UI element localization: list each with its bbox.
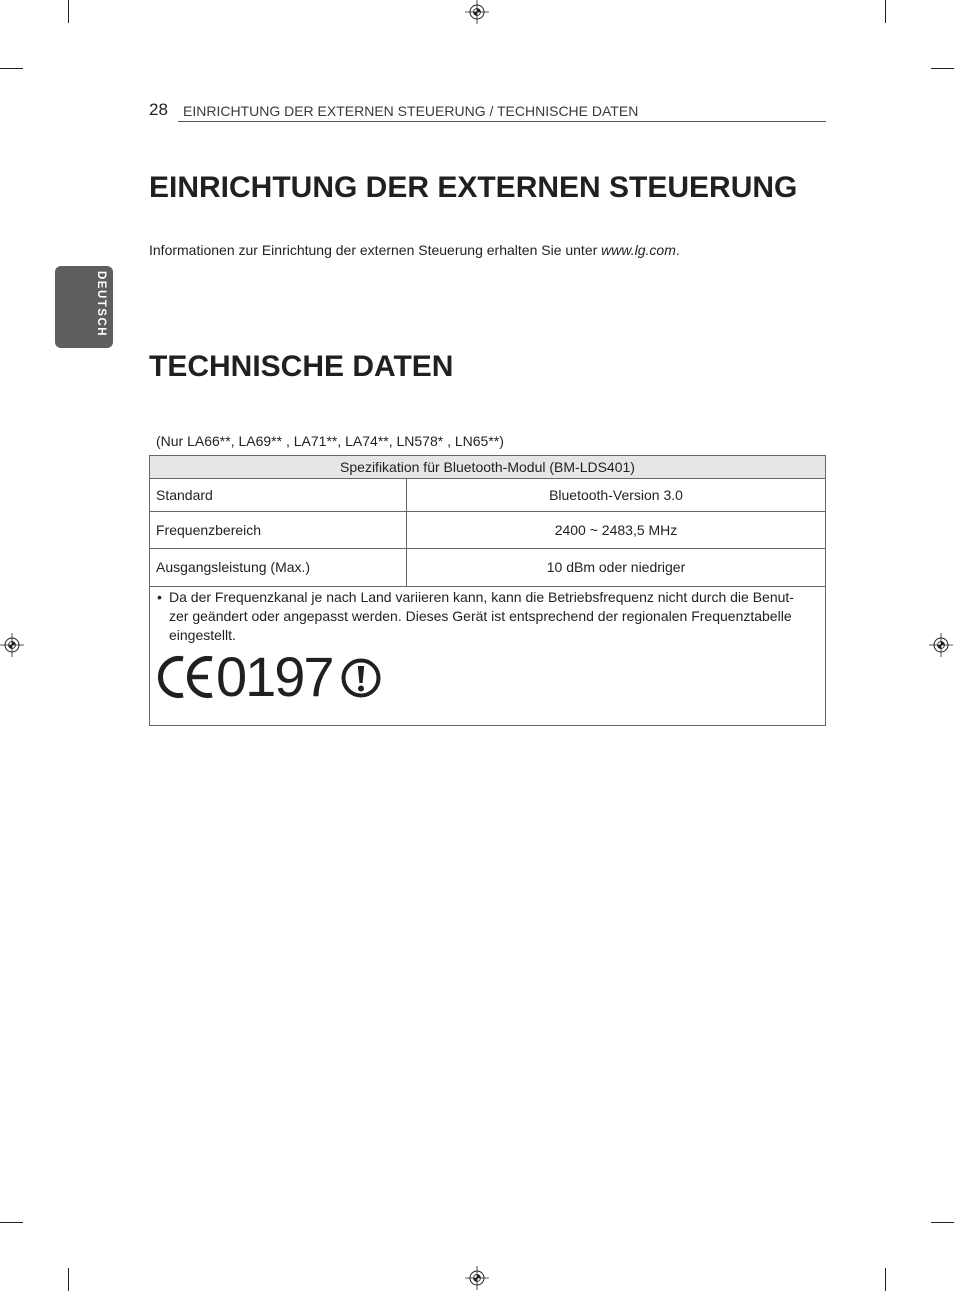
- frequency-note: [169, 588, 794, 645]
- section-title-technical-data: TECHNISCHE DATEN: [149, 350, 454, 383]
- crop-mark: [68, 0, 69, 23]
- row-value-standard: Bluetooth-Version 3.0: [549, 487, 683, 503]
- model-note: (Nur LA66**, LA69** , LA71**, LA74**, LN578* , LN65**): [156, 433, 504, 449]
- header-rule: [178, 121, 826, 122]
- crop-mark: [68, 1268, 69, 1291]
- bullet: •: [157, 589, 162, 605]
- registration-mark-icon: [465, 0, 489, 24]
- paragraph-end: .: [675, 242, 680, 258]
- table-header: Spezifikation für Bluetooth-Modul (BM-LDS401): [150, 456, 825, 479]
- registration-mark-icon: [929, 633, 953, 657]
- note-line: eingestellt.: [169, 627, 236, 643]
- crop-mark: [931, 1222, 954, 1223]
- table-row: [150, 549, 825, 587]
- page-number: 28: [149, 100, 168, 119]
- crop-mark: [885, 1268, 886, 1291]
- registration-mark-icon: [465, 1266, 489, 1290]
- table-row: [150, 512, 825, 549]
- language-tab-label: DEUTSCH: [95, 271, 107, 338]
- ce-mark-icon: [156, 654, 214, 700]
- notified-body-number: 0197: [216, 645, 333, 708]
- running-title: EINRICHTUNG DER EXTERNEN STEUERUNG / TECHNISCHE DATEN: [183, 103, 639, 119]
- table-note-row: [150, 587, 825, 725]
- bluetooth-spec-table: [149, 455, 826, 726]
- row-value-frequency-range: 2400 ~ 2483,5 MHz: [554, 522, 678, 538]
- external-control-paragraph: [149, 241, 680, 259]
- language-tab: [55, 266, 113, 348]
- row-label-frequency-range: Frequenzbereich: [150, 512, 407, 548]
- paragraph-text: Informationen zur Einrichtung der externen Steuerung erhalten Sie unter: [149, 242, 602, 258]
- crop-mark: [885, 0, 886, 23]
- crop-mark: [0, 1222, 23, 1223]
- row-label-standard: Standard: [150, 479, 407, 511]
- alert-class-2-icon: [341, 658, 381, 698]
- table-row: [150, 479, 825, 512]
- website-reference: www.lg.com: [601, 242, 676, 258]
- note-line: zer geändert oder angepasst werden. Dieses Gerät ist entsprechend der regionalen Frequenztabelle: [169, 608, 792, 624]
- crop-mark: [931, 68, 954, 69]
- row-value-output-power: 10 dBm oder niedriger: [546, 559, 686, 575]
- crop-mark: [0, 68, 23, 69]
- note-line: Da der Frequenzkanal je nach Land variieren kann, kann die Betriebsfrequenz nicht durch die Benut-: [169, 589, 794, 605]
- row-label-output-power: Ausgangsleistung (Max.): [150, 549, 407, 586]
- registration-mark-icon: [0, 633, 24, 657]
- section-title-external-control: EINRICHTUNG DER EXTERNEN STEUERUNG: [149, 171, 798, 204]
